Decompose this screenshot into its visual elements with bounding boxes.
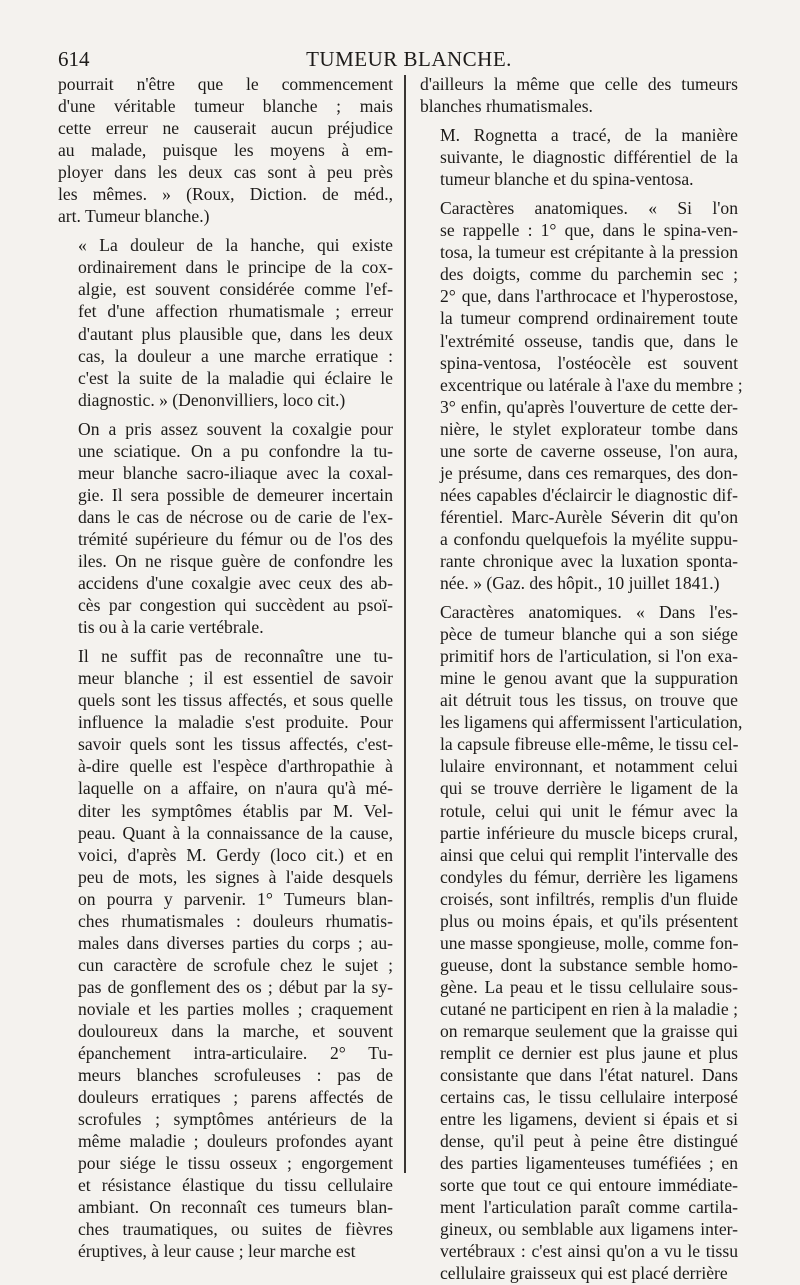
text-line: On a pris assez souvent la coxalgie pour — [78, 418, 393, 439]
text-line: lulaire environnant, et notamment celui — [440, 756, 738, 777]
text-line: férentiel. Marc-Aurèle Séverin dit qu'on — [440, 506, 738, 527]
text-line: d'ailleurs la même que celle des tumeurs — [420, 74, 738, 94]
text-line: cette erreur ne causerait aucun préjudice — [58, 118, 393, 139]
text-line: primitif hors de l'articulation, si l'on exa- — [440, 646, 738, 667]
text-line: gie. Il sera possible de demeurer incertain — [78, 484, 393, 505]
text-line: voici, d'après M. Gerdy (loco cit.) et en — [78, 844, 393, 865]
column-divider — [404, 75, 406, 1173]
text-line: consistante que dans l'état naturel. Dans — [440, 1065, 738, 1086]
text-line: diagnostic. » (Denonvilliers, loco cit.) — [78, 389, 346, 410]
text-line: ordinairement dans le principe de la cox- — [78, 257, 393, 278]
text-line: cas, la douleur a une marche erratique : — [78, 345, 393, 366]
text-line: rante chronique avec la luxation sponta- — [440, 550, 738, 571]
text-line: à-dire quelle est l'espèce d'arthropathie à — [78, 756, 393, 777]
text-line: se rappelle : 1° que, dans le spina-ven- — [440, 220, 738, 241]
text-line: qui se trouve derrière le ligament de la — [440, 778, 738, 799]
text-line: algie, est souvent considérée comme l'ef- — [78, 279, 393, 300]
text-line: influence la maladie s'est produite. Pour — [78, 712, 393, 733]
text-line: on remarque seulement que la graisse qui — [440, 1020, 738, 1041]
running-title: TUMEUR BLANCHE. — [306, 47, 512, 71]
paragraph — [420, 124, 738, 190]
text-line: même maladie ; douleurs profondes ayant — [78, 1131, 393, 1152]
text-line: et résistance élastique du tissu cellulaire — [78, 1175, 393, 1196]
text-line: les mêmes. » (Roux, Diction. de méd., — [58, 184, 393, 205]
text-line: c'est la suite de la maladie qui éclaire le — [78, 367, 393, 388]
text-line: spina-ventosa, l'ostéocèle est souvent — [440, 352, 738, 373]
text-line: entre les ligamens, devient si épais et si — [440, 1109, 738, 1130]
text-line: cellulaire graisseux qui est placé derrière — [440, 1263, 728, 1284]
text-line: l'extrémité osseuse, tandis que, dans le — [440, 330, 738, 351]
text-line: tumeur blanche et du spina-ventosa. — [440, 169, 694, 190]
text-line: les ligamens qui affermissent l'articulation, — [440, 712, 743, 733]
paragraph — [58, 73, 393, 227]
page-number: 614 — [58, 47, 90, 71]
text-line: noviale et les parties molles ; craquement — [78, 998, 393, 1019]
text-line: « La douleur de la hanche, qui existe — [78, 235, 393, 256]
text-line: fet d'une affection rhumatismale ; erreur — [78, 301, 393, 322]
text-line: Caractères anatomiques. « Si l'on — [440, 198, 738, 219]
text-line: tis ou à la carie vertébrale. — [78, 617, 264, 638]
text-line: cutané ne participent en rien à la maladie ; — [440, 998, 738, 1019]
text-line: partie inférieure du muscle biceps crural, — [440, 822, 738, 843]
text-line: peu de mots, les signes à l'aide desquels — [78, 866, 393, 887]
right-column — [420, 73, 743, 1285]
text-line: d'autant plus plausible que, dans les deux — [78, 323, 393, 344]
text-line: art. Tumeur blanche.) — [58, 206, 210, 227]
text-line: certains cas, le tissu cellulaire interposé — [440, 1087, 738, 1108]
left-column — [58, 73, 393, 1262]
text-line: une sciatique. On a pu confondre la tu- — [78, 440, 393, 461]
text-line: sorte que tout ce qui entoure immédiate- — [440, 1175, 738, 1196]
text-line: épanchement intra-articulaire. 2° Tu- — [78, 1043, 393, 1064]
paragraph — [58, 418, 393, 638]
text-line: je présume, dans ces remarques, des don- — [440, 462, 738, 483]
text-line: une masse spongieuse, molle, comme fon- — [440, 932, 739, 953]
text-line: meur blanche ; il est essentiel de savoir — [78, 668, 393, 689]
text-line: ches rhumatismales : douleurs rhumatis- — [78, 910, 393, 931]
text-line: meurs blanches scrofuleuses : pas de — [78, 1065, 393, 1086]
text-line: ches traumatiques, ou suites de fièvres — [78, 1219, 393, 1240]
text-line: des doigts, comme du parchemin sec ; — [440, 264, 738, 285]
text-line: ployer dans les deux cas sont à peu près — [58, 162, 393, 183]
text-line: on pourra y parvenir. 1° Tumeurs blan- — [78, 888, 393, 909]
text-line: Il ne suffit pas de reconnaître une tu- — [78, 646, 393, 667]
text-line: pour siége le tissu osseux ; engorgement — [78, 1153, 393, 1174]
text-line: vertébraux : c'est ainsi qu'on a vu le tissu — [440, 1241, 738, 1262]
text-line: meur blanche sacro-iliaque avec la coxal- — [78, 462, 393, 483]
text-line: pèce de tumeur blanche qui a son siége — [440, 624, 738, 645]
text-line: gueuse, dont la substance semble homo- — [440, 954, 738, 975]
text-line: condyles du fémur, derrière les ligamens — [440, 866, 738, 887]
text-line: M. Rognetta a tracé, de la manière — [440, 125, 738, 146]
text-line: une sorte de caverne osseuse, l'on aura, — [440, 440, 738, 461]
text-line: tosa, la tumeur est crépitante à la pression — [440, 242, 738, 263]
text-line: suivante, le diagnostic différentiel de la — [440, 147, 738, 168]
text-line: gène. La peau et le tissu cellulaire sous- — [440, 976, 738, 997]
text-line: la tumeur comprend ordinairement toute — [440, 308, 738, 329]
text-line: la capsule fibreuse elle-même, le tissu cel- — [440, 734, 739, 755]
text-line: 2° que, dans l'arthrocace et l'hyperostose, — [440, 286, 738, 307]
text-line: pourrait n'être que le commencement — [58, 74, 393, 94]
paragraph — [420, 197, 743, 594]
text-line: pas de gonflement des os ; début par la sy- — [78, 976, 393, 997]
text-line: au malade, puisque les moyens à em- — [58, 140, 393, 161]
text-line: ment l'articulation paraît comme cartila- — [440, 1197, 738, 1218]
text-line: rotule, celui qui unit le fémur avec la — [440, 800, 738, 821]
text-line: diter les symptômes établis par M. Vel- — [78, 800, 393, 821]
text-line: trémité supérieure du fémur ou de l'os des — [78, 528, 393, 549]
text-line: savoir quels sont les tissus affectés, c'est- — [78, 734, 393, 755]
text-line: blanches rhumatismales. — [420, 96, 593, 117]
text-line: dense, qu'il peut à peine être distingué — [440, 1131, 738, 1152]
text-line: ainsi que celui qui remplit l'intervalle des — [440, 844, 738, 865]
text-line: accidens d'une coxalgie avec ceux des ab- — [78, 573, 393, 594]
paragraph — [420, 73, 738, 117]
text-line: cès par congestion qui succèdent au psoï- — [78, 595, 393, 616]
paragraph — [420, 601, 743, 1284]
text-line: dans le cas de nécrose ou de carie de l'ex- — [78, 506, 393, 527]
text-line: excentrique ou latérale à l'axe du membre ; — [440, 374, 743, 395]
text-line: laquelle on a affaire, on n'aura qu'à mé- — [78, 778, 393, 799]
text-line: a confondu quelquefois la myélite suppu- — [440, 528, 738, 549]
text-line: nées capables d'éclaircir le diagnostic dif- — [440, 484, 738, 505]
text-line: plus ou moins épais, et qu'ils présentent — [440, 910, 738, 931]
text-line: gineux, ou semblable aux ligamens inter- — [440, 1219, 738, 1240]
text-line: cun caractère de scrofule chez le sujet ; — [78, 954, 393, 975]
text-line: ambiant. On reconnaît ces tumeurs blan- — [78, 1197, 393, 1218]
text-line: née. » (Gaz. des hôpit., 10 juillet 1841.) — [440, 573, 720, 594]
text-line: scrofules ; symptômes antérieurs de la — [78, 1109, 393, 1130]
text-line: Caractères anatomiques. « Dans l'es- — [440, 602, 738, 623]
text-line: ait détruit tous les tissus, on trouve que — [440, 690, 738, 711]
text-line: 3° enfin, qu'après l'ouverture de cette der- — [440, 396, 738, 417]
paragraph — [58, 645, 393, 1262]
text-line: éruptives, à leur cause ; leur marche est — [78, 1241, 356, 1262]
text-line: d'une véritable tumeur blanche ; mais — [58, 96, 393, 117]
running-head — [58, 46, 760, 72]
text-line: peau. Quant à la connaissance de la cause, — [78, 822, 393, 843]
text-line: quels sont les tissus affectés, et sous quelle — [78, 690, 393, 711]
text-line: iles. On ne risque guère de confondre les — [78, 550, 393, 571]
text-line: remplit ce dernier est plus jaune et plus — [440, 1043, 738, 1064]
text-line: males dans diverses parties du corps ; au- — [78, 932, 393, 953]
text-line: douloureux dans la marche, et souvent — [78, 1020, 393, 1041]
paragraph — [58, 234, 393, 410]
text-line: des parties ligamenteuses tuméfiées ; en — [440, 1153, 738, 1174]
text-line: croisés, sont infiltrés, remplis d'un fluide — [440, 888, 738, 909]
text-line: nière, le stylet explorateur tombe dans — [440, 418, 738, 439]
text-line: mine le genou avant que la suppuration — [440, 668, 738, 689]
text-line: douleurs erratiques ; parens affectés de — [78, 1087, 393, 1108]
